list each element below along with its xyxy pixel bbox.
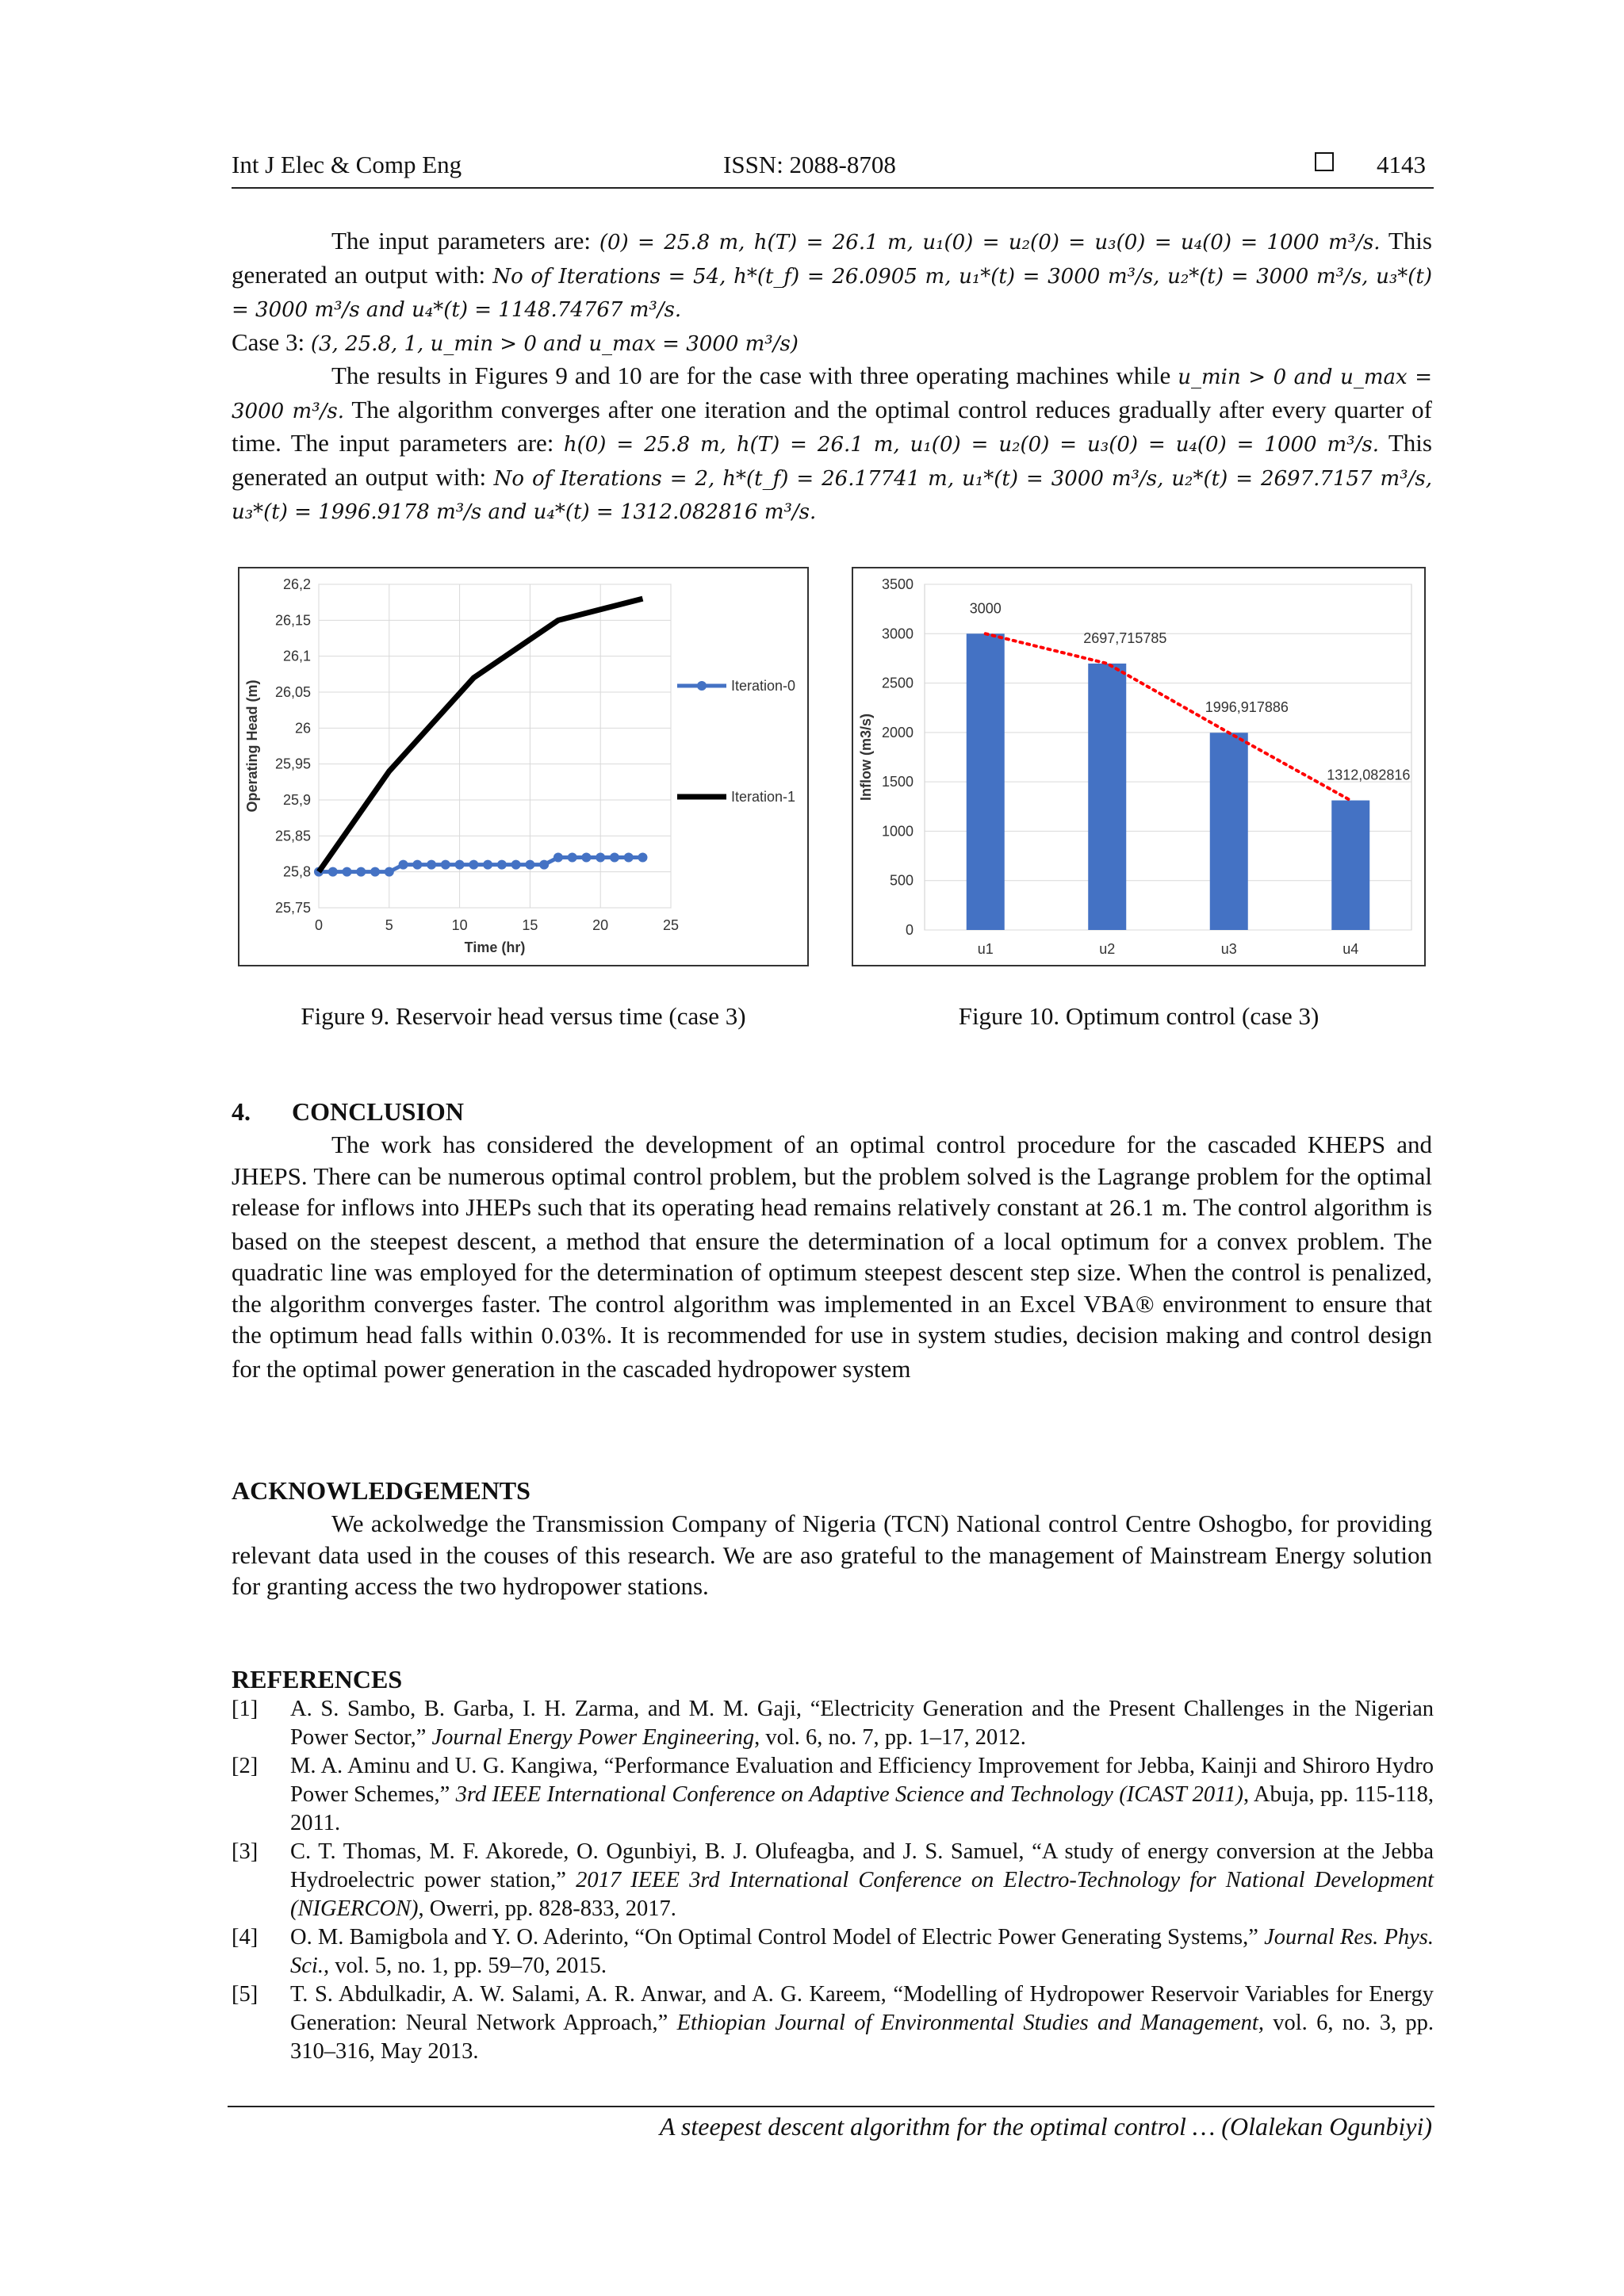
x-tick-label: u2 (1099, 941, 1116, 957)
reference-details: vol. 6, no. 3, pp. 310–316, May 2013. (290, 2011, 1434, 2064)
reference-details: , vol. 5, no. 1, pp. 59–70, 2015. (323, 1954, 607, 1978)
reference-venue: 2017 IEEE 3rd International Conference on Electro-Technology for National Development (NIGERCON) (290, 1868, 1434, 1921)
bar (967, 633, 1005, 930)
data-point (328, 867, 338, 877)
data-label: 3000 (969, 600, 1002, 617)
p2-math1: u_min > 0 and u_max = 3000 m³/s. (232, 365, 1432, 423)
y-axis-label: Inflow (m3/s) (858, 713, 874, 802)
conclusion-paragraph (232, 1129, 1432, 1384)
reference-item (232, 1695, 1434, 1752)
x-tick-label: 0 (314, 917, 324, 933)
reference-number: [3] (232, 1839, 259, 1864)
y-tick-label: 25,9 (282, 792, 311, 808)
y-tick-label: 0 (905, 922, 914, 938)
reference-text: M. A. Aminu and U. G. Kangiwa, “Performance Evaluation and Efficiency Improvement for Jebba, Kainji and Shiroro Hydro Power Schemes,” (290, 1754, 1434, 1807)
percent-value: 0.03% (540, 1325, 607, 1349)
reference-item (232, 1752, 1434, 1838)
y-tick-label: 26,1 (282, 648, 311, 664)
issn: ISSN: 2088-8708 (723, 151, 896, 178)
y-tick-label: 2000 (881, 724, 914, 740)
conclusion-heading (232, 1097, 464, 1127)
data-point (638, 853, 647, 863)
y-tick-label: 1000 (881, 823, 914, 840)
data-label: 1996,917886 (1205, 699, 1289, 716)
legend-label: Iteration-0 (731, 678, 796, 694)
data-point (441, 860, 450, 870)
head-value: 26.1 m (1109, 1197, 1182, 1221)
figure-9-caption: Figure 9. Reservoir head versus time (case 3) (301, 1002, 746, 1030)
reference-text: C. T. Thomas, M. F. Akorede, O. Ogunbiyi, B. J. Olufeagba, and J. S. Samuel, “A study of energy conversion at the Jebba Hydroelectric power station,” (290, 1839, 1434, 1892)
reference-text: A. S. Sambo, B. Garba, I. H. Zarma, and M. M. Gaji, “Electricity Generation and the Present Challenges in the Nigerian Power Sector,” (290, 1697, 1434, 1750)
running-footer: A steepest descent algorithm for the optimal control … (Olalekan Ogunbiyi) (659, 2112, 1432, 2141)
header-rule (232, 187, 1434, 189)
y-tick-label: 3000 (881, 626, 914, 642)
reference-details: , Abuja, pp. 115-118, 2011. (290, 1782, 1434, 1835)
data-point (483, 860, 492, 870)
input-params-paragraph (232, 225, 1432, 327)
reference-item (232, 1838, 1434, 1923)
data-point (596, 853, 605, 863)
data-point (455, 860, 465, 870)
data-point (343, 867, 352, 877)
conclusion-body (232, 1129, 1432, 1384)
legend-label: Iteration-1 (731, 789, 796, 805)
figure-9 (238, 567, 809, 966)
reference-venue: 3rd IEEE International Conference on Adaptive Science and Technology (ICAST 2011) (455, 1782, 1243, 1807)
bar (1331, 801, 1369, 930)
data-point (469, 860, 478, 870)
bar (1210, 733, 1248, 930)
figure-10 (852, 567, 1426, 966)
reference-details: , vol. 6, no. 7, pp. 1–17, 2012. (754, 1725, 1026, 1750)
results-paragraph (232, 360, 1432, 529)
reference-text: T. S. Abdulkadir, A. W. Salami, A. R. Anwar, and A. G. Kareem, “Modelling of Hydropower Reservoir Variables for Energy Generation: Neural Network Approach,” (290, 1982, 1434, 2035)
journal-name: Int J Elec & Comp Eng (232, 151, 462, 178)
x-tick-label: u1 (977, 941, 994, 957)
acknowledgements-body (232, 1508, 1432, 1602)
p2-math2: h(0) = 25.8 m, h(T) = 26.1 m, u₁(0) = u₂(0) = u₃(0) = u₄(0) = 1000 m³/s. (563, 433, 1379, 457)
reference-number: [4] (232, 1925, 259, 1950)
reference-venue: Ethiopian Journal of Environmental Studies and Management, (676, 2011, 1264, 2035)
case-math: (3, 25.8, 1, u_min > 0 and u_max = 3000 m³/s) (310, 331, 799, 356)
y-tick-label: 2500 (881, 675, 914, 691)
body-top (232, 225, 1432, 529)
p1-lead: The input parameters are: (331, 227, 591, 254)
x-tick-label: 15 (522, 917, 538, 933)
data-point (399, 860, 408, 870)
data-point (568, 853, 577, 863)
x-tick-label: u4 (1342, 941, 1359, 957)
p1-lead2: This generated an output with: (232, 227, 1432, 289)
y-tick-label: 1500 (881, 774, 914, 790)
reference-venue: Journal Res. Phys. Sci. (290, 1925, 1434, 1978)
data-label: 1312,082816 (1327, 767, 1411, 783)
data-point (624, 853, 634, 863)
references-heading: REFERENCES (232, 1665, 403, 1693)
y-tick-label: 25,95 (274, 756, 311, 772)
data-point (427, 860, 436, 870)
data-point (356, 867, 366, 877)
p2-text3: This generated an output with: (232, 429, 1432, 491)
data-point (610, 853, 619, 863)
x-tick-label: 10 (451, 917, 468, 933)
square-icon (1315, 152, 1334, 171)
footer-rule (228, 2106, 1434, 2107)
reference-item (232, 1923, 1434, 1980)
acknowledgements-heading: ACKNOWLEDGEMENTS (232, 1476, 530, 1505)
reference-venue: Journal Energy Power Engineering (431, 1725, 755, 1750)
y-tick-label: 3500 (881, 576, 914, 592)
y-tick-label: 500 (889, 872, 914, 889)
figure-10-caption: Figure 10. Optimum control (case 3) (958, 1002, 1320, 1030)
y-axis-label: Operating Head (m) (244, 679, 260, 813)
reference-number: [2] (232, 1754, 259, 1778)
x-tick-label: 25 (662, 917, 680, 933)
p1-math2: No of Iterations = 54, h*(t_f) = 26.0905 m, u₁*(t) = 3000 m³/s, u₂*(t) = 3000 m³/s, u₃*(t) = 3000 m³/s and u₄*(t) = 1148.74767 m³/s. (232, 264, 1433, 322)
conclusion-text-c: . It is recommended for use in system studies, decision making and control design for the optimal power generation in the cascaded hydropower system (232, 1321, 1433, 1383)
y-tick-label: 26,2 (282, 576, 311, 592)
y-tick-label: 25,85 (274, 828, 311, 844)
head-chart (239, 568, 807, 965)
data-point (511, 860, 521, 870)
section-title: CONCLUSION (292, 1097, 464, 1126)
reference-details: , Owerri, pp. 828-833, 2017. (418, 1896, 676, 1921)
conclusion-text-b: . The control algorithm is based on the steepest descent, a method that ensure the determination of a local optimum for a convex problem. The quadratic line was employed for the determination of optimum steepest descent step size. When the control is penalized, the algorithm converges faster. The control algorithm was implemented in an Excel VBA® environment to ensure that the optimum head falls within (232, 1193, 1433, 1349)
data-point (553, 853, 563, 863)
data-point (525, 860, 534, 870)
data-point (581, 853, 591, 863)
p2-text1: The results in Figures 9 and 10 are for the case with three operating machines while (331, 362, 1171, 389)
x-tick-label: 5 (385, 917, 393, 933)
data-point (497, 860, 507, 870)
p2-math3: No of Iterations = 2, h*(t_f) = 26.17741 m, u₁*(t) = 3000 m³/s, u₂*(t) = 2697.7157 m³/s, u₃*(t) = 1996.9178 m³/s and u₄*(t) = 1312.082816 m³/s. (232, 466, 1432, 524)
section-number: 4. (232, 1097, 251, 1126)
data-label: 2697,715785 (1083, 629, 1167, 646)
reference-number: [5] (232, 1982, 259, 2007)
conclusion-text-a: The work has considered the development of an optimal control procedure for the cascaded KHEPS and JHEPS. There can be numerous optimal control problem, but the problem solved is the Lagrange problem for the optimal release for inflows into JHEPs such that its operating head remains relatively constant at (232, 1131, 1432, 1221)
reference-text: O. M. Bamigbola and Y. O. Aderinto, “On Optimal Control Model of Electric Power Generating Systems,” (290, 1925, 1265, 1950)
y-tick-label: 25,75 (274, 900, 311, 916)
data-point (385, 867, 394, 877)
data-point (370, 867, 380, 877)
page-number: 4143 (1377, 151, 1426, 178)
reference-number: [1] (232, 1697, 259, 1721)
x-tick-label: 20 (592, 917, 609, 933)
p1-math: (0) = 25.8 m, h(T) = 26.1 m, u₁(0) = u₂(0) = u₃(0) = u₄(0) = 1000 m³/s. (599, 231, 1381, 254)
acknowledgements-text: We ackolwedge the Transmission Company of Nigeria (TCN) National control Centre Oshogbo, for providing relevant data used in the couses of this research. We are aso grateful to the management of Mainstream Energy solution for granting access the two hydropower stations. (232, 1510, 1432, 1600)
p2-text2: The algorithm converges after one iteration and the optimal control reduces gradually after every quarter of time. The input parameters are: (232, 395, 1432, 457)
case-line (232, 327, 1432, 361)
y-tick-label: 26,05 (274, 684, 311, 700)
x-tick-label: u3 (1220, 941, 1237, 957)
y-tick-label: 26,15 (274, 612, 311, 629)
y-tick-label: 26 (294, 720, 311, 737)
legend-marker (697, 681, 707, 691)
x-axis-label: Time (hr) (464, 939, 526, 955)
reference-list (232, 1695, 1434, 2066)
data-point (539, 860, 549, 870)
y-tick-label: 25,8 (282, 863, 311, 880)
reference-item (232, 1980, 1434, 2066)
data-point (412, 860, 422, 870)
case-label: Case 3: (232, 327, 305, 356)
control-chart (853, 568, 1424, 965)
bar (1088, 664, 1126, 930)
